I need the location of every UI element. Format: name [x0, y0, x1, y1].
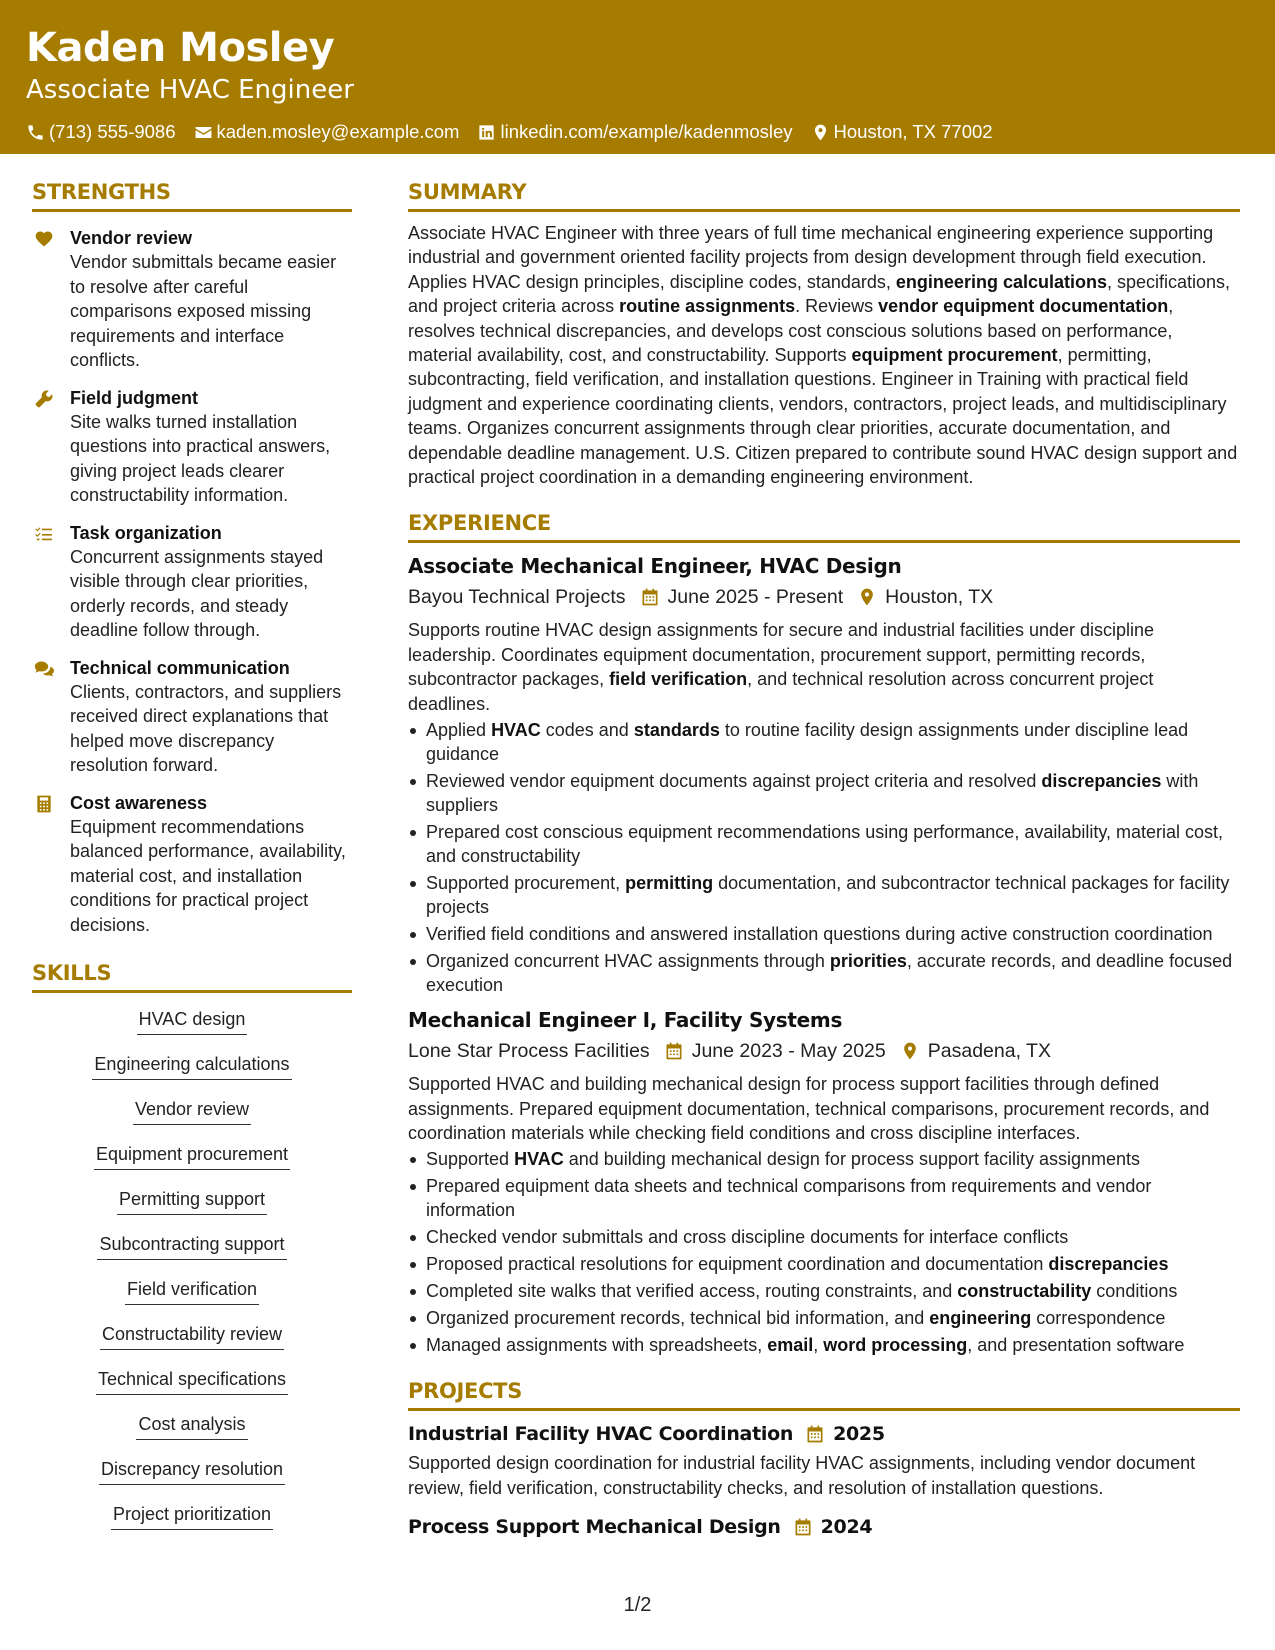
job-entry — [408, 553, 1240, 997]
candidate-name: Kaden Mosley — [26, 25, 335, 71]
checklist-icon — [34, 524, 54, 544]
skills-list — [32, 1007, 352, 1547]
bullet-item: Prepared cost conscious equipment recommendations using performance, availability, material cost, and constructability — [408, 820, 1240, 868]
contact-location — [811, 120, 993, 144]
page-number: 1/2 — [623, 1594, 652, 1616]
calculator-icon — [34, 794, 54, 814]
job-location: Pasadena, TX — [927, 1040, 1051, 1063]
bullet-item: Verified field conditions and answered installation questions during active construction coordination — [408, 922, 1240, 946]
job-company: Bayou Technical Projects — [408, 586, 626, 609]
job-location-group — [900, 1038, 1051, 1064]
resume-header — [0, 0, 1275, 154]
bullet-item: Prepared equipment data sheets and technical comparisons from requirements and vendor information — [408, 1174, 1240, 1222]
projects-heading: PROJECTS — [408, 1377, 1240, 1411]
strength-title: Vendor review — [70, 228, 193, 248]
job-dates-group — [640, 584, 844, 610]
job-dates: June 2025 - Present — [667, 586, 844, 609]
project-header — [408, 1421, 1240, 1447]
skill-item: Cost analysis — [136, 1412, 247, 1440]
skill-item: HVAC design — [137, 1007, 248, 1035]
job-location-group — [857, 584, 993, 610]
strength-item — [32, 226, 352, 373]
project-title: Process Support Mechanical Design — [408, 1516, 781, 1539]
bullet-item: Checked vendor submittals and cross discipline documents for interface conflicts — [408, 1225, 1240, 1249]
job-bullets — [408, 718, 1240, 997]
job-description: Supports routine HVAC design assignments for secure and industrial facilities under discipline leadership. Coordinates equipment documentation, procurement support, permitting records, subcontractor packages, field verification, and technical resolution across concurrent project deadlines. — [408, 620, 1155, 714]
strengths-heading: STRENGTHS — [32, 178, 352, 212]
calendar-icon — [664, 1041, 684, 1061]
summary-heading: SUMMARY — [408, 178, 1240, 212]
envelope-icon — [194, 123, 213, 142]
job-dates: June 2023 - May 2025 — [691, 1040, 886, 1063]
job-meta — [408, 584, 1240, 610]
map-pin-icon — [900, 1041, 920, 1061]
strength-item — [32, 791, 352, 938]
right-column — [408, 178, 1240, 1540]
strength-desc: Site walks turned installation questions into practical answers, giving project leads clearer constructability information. — [70, 411, 331, 505]
job-title: Mechanical Engineer I, Facility Systems — [408, 1008, 843, 1033]
skills-heading: SKILLS — [32, 959, 352, 993]
contact-email[interactable] — [194, 120, 460, 144]
strength-title: Technical communication — [70, 657, 290, 678]
phone-icon — [26, 123, 45, 142]
bullet-item: Supported HVAC and building mechanical design for process support facility assignments — [408, 1147, 1240, 1171]
bullet-item: Supported procurement, permitting documentation, and subcontractor technical packages for facility projects — [408, 871, 1240, 919]
skill-item: Engineering calculations — [92, 1052, 291, 1080]
candidate-role: Associate HVAC Engineer — [26, 75, 354, 105]
job-entry — [408, 1007, 1240, 1357]
strength-title: Task organization — [70, 522, 222, 543]
skill-item: Vendor review — [133, 1097, 251, 1125]
strength-desc: Concurrent assignments stayed visible through clear priorities, orderly records, and steady deadline follow through. — [70, 546, 324, 640]
bullet-item: Reviewed vendor equipment documents against project criteria and resolved discrepancies with suppliers — [408, 769, 1240, 817]
email-text: kaden.mosley@example.com — [216, 121, 460, 142]
map-pin-icon — [857, 587, 877, 607]
chat-bubbles-icon — [34, 659, 54, 679]
strength-desc: Equipment recommendations balanced performance, availability, material cost, and installation conditions for practical project decisions. — [70, 816, 346, 935]
skill-item: Technical specifications — [96, 1367, 288, 1395]
strength-item — [32, 386, 352, 508]
strength-desc: Vendor submittals became easier to resolve after careful comparisons exposed missing requirements and interface conflicts. — [70, 252, 337, 370]
skill-item: Equipment procurement — [94, 1142, 290, 1170]
bullet-item: Managed assignments with spreadsheets, email, word processing, and presentation software — [408, 1333, 1240, 1357]
calendar-icon — [640, 587, 660, 607]
skill-item: Permitting support — [117, 1187, 267, 1215]
calendar-icon — [805, 1424, 825, 1444]
skill-item: Project prioritization — [111, 1502, 273, 1530]
left-column — [32, 178, 352, 1547]
bullet-item: Organized procurement records, technical bid information, and engineering correspondence — [408, 1306, 1240, 1330]
summary-text: Associate HVAC Engineer with three years of full time mechanical engineering experience supporting industrial and government oriented facility projects from design development through field execution. Applies HVAC design principles, discipline codes, standards, engineering calculations, specifications, and project criteria across routine assignments. Reviews vendor equipment documentation, resolves technical discrepancies, and develops cost conscious solutions based on performance, material availability, cost, and constructability. Supports equipment procurement, permitting, subcontracting, field verification, and installation questions. Engineer in Training with practical field judgment and experience coordinating clients, vendors, contractors, project leads, and multidisciplinary teams. Organizes concurrent assignments through clear priorities, accurate documentation, and dependable deadline management. U.S. Citizen prepared to contribute sound HVAC design support and practical project coordination in a demanding engineering environment. — [408, 223, 1238, 488]
heart-icon — [34, 229, 54, 249]
linkedin-text: linkedin.com/example/kadenmosley — [500, 121, 793, 142]
strength-title: Cost awareness — [70, 792, 208, 813]
bullet-item: Proposed practical resolutions for equipment coordination and documentation discrepancies — [408, 1252, 1240, 1276]
contact-linkedin[interactable] — [477, 120, 792, 144]
job-title: Associate Mechanical Engineer, HVAC Design — [408, 554, 902, 579]
strength-item — [32, 656, 352, 778]
bullet-item: Organized concurrent HVAC assignments through priorities, accurate records, and deadline focused execution — [408, 949, 1240, 997]
experience-heading: EXPERIENCE — [408, 509, 1240, 543]
bullet-item: Applied HVAC codes and standards to routine facility design assignments under discipline lead guidance — [408, 718, 1240, 766]
calendar-icon — [793, 1517, 813, 1537]
location-text: Houston, TX 77002 — [833, 121, 993, 142]
job-company: Lone Star Process Facilities — [408, 1040, 650, 1063]
skill-item: Subcontracting support — [97, 1232, 286, 1260]
map-pin-icon — [811, 123, 830, 142]
skill-item: Discrepancy resolution — [99, 1457, 285, 1485]
job-description: Supported HVAC and building mechanical design for process support facilities through defined assignments. Prepared equipment documentation, technical comparisons, procurement records, and coordination materials while checking field conditions and cross discipline interfaces. — [408, 1074, 1210, 1143]
bullet-item: Completed site walks that verified access, routing constraints, and constructability conditions — [408, 1279, 1240, 1303]
job-location: Houston, TX — [885, 586, 994, 609]
skill-item: Field verification — [125, 1277, 259, 1305]
phone-text: (713) 555-9086 — [49, 121, 176, 142]
job-meta — [408, 1038, 1240, 1064]
skill-item: Constructability review — [100, 1322, 284, 1350]
job-bullets — [408, 1147, 1240, 1357]
linkedin-icon — [477, 123, 496, 142]
project-year: 2024 — [820, 1516, 873, 1539]
project-description: Supported design coordination for industrial facility HVAC assignments, including vendor document review, field verification, constructability checks, and resolution of installation questions. — [408, 1453, 1196, 1498]
strength-desc: Clients, contractors, and suppliers received direct explanations that helped move discrepancy resolution forward. — [70, 681, 342, 775]
strength-item — [32, 521, 352, 643]
wrench-icon — [34, 389, 54, 409]
project-header — [408, 1514, 1240, 1540]
contact-phone[interactable] — [26, 120, 176, 144]
contact-bar — [26, 120, 1249, 144]
strengths-list — [32, 226, 352, 937]
project-title: Industrial Facility HVAC Coordination — [408, 1423, 794, 1446]
strength-title: Field judgment — [70, 387, 198, 408]
project-year: 2025 — [833, 1423, 885, 1446]
job-dates-group — [664, 1038, 886, 1064]
